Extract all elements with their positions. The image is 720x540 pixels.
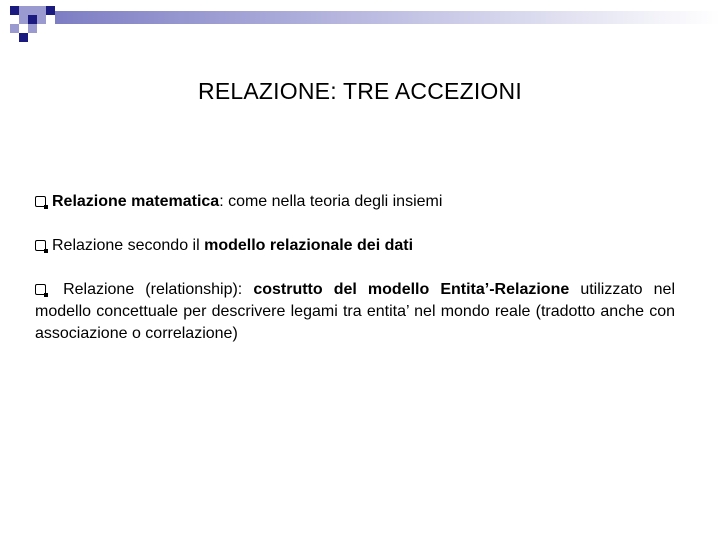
checkbox-bullet-icon (35, 196, 46, 207)
decor-square (19, 6, 28, 15)
decor-gradient-bar (55, 11, 720, 24)
header-decoration (0, 0, 720, 50)
decor-square (46, 6, 55, 15)
decor-square (28, 24, 37, 33)
bullet-item (35, 279, 675, 345)
bullet-text-bold: costrutto del modello Entita’-Relazione (253, 281, 570, 298)
decor-square (28, 15, 37, 24)
decor-square (10, 24, 19, 33)
bullet-text-bold: modello relazionale dei dati (204, 237, 414, 254)
bullet-text: : come nella teoria degli insiemi (219, 193, 443, 210)
bullet-text: Relazione secondo il (52, 237, 205, 254)
bullet-item (35, 235, 675, 257)
bullet-text: utilizzato nel modello concettuale per descrivere legami tra entita’ nel mondo reale (tradotto anche con associazione o correlazione) (35, 281, 676, 342)
bullet-text: Relazione (relationship): (52, 281, 254, 298)
decor-square (37, 15, 46, 24)
checkbox-bullet-icon (35, 284, 46, 295)
slide-title: RELAZIONE: TRE ACCEZIONI (198, 78, 522, 104)
bullet-item (35, 191, 675, 213)
checkbox-bullet-icon (35, 240, 46, 251)
decor-square (37, 6, 46, 15)
decor-square (28, 6, 37, 15)
decor-square (19, 15, 28, 24)
decor-square (10, 6, 19, 15)
decor-square (19, 33, 28, 42)
bullet-text-bold: Relazione matematica (52, 193, 220, 210)
